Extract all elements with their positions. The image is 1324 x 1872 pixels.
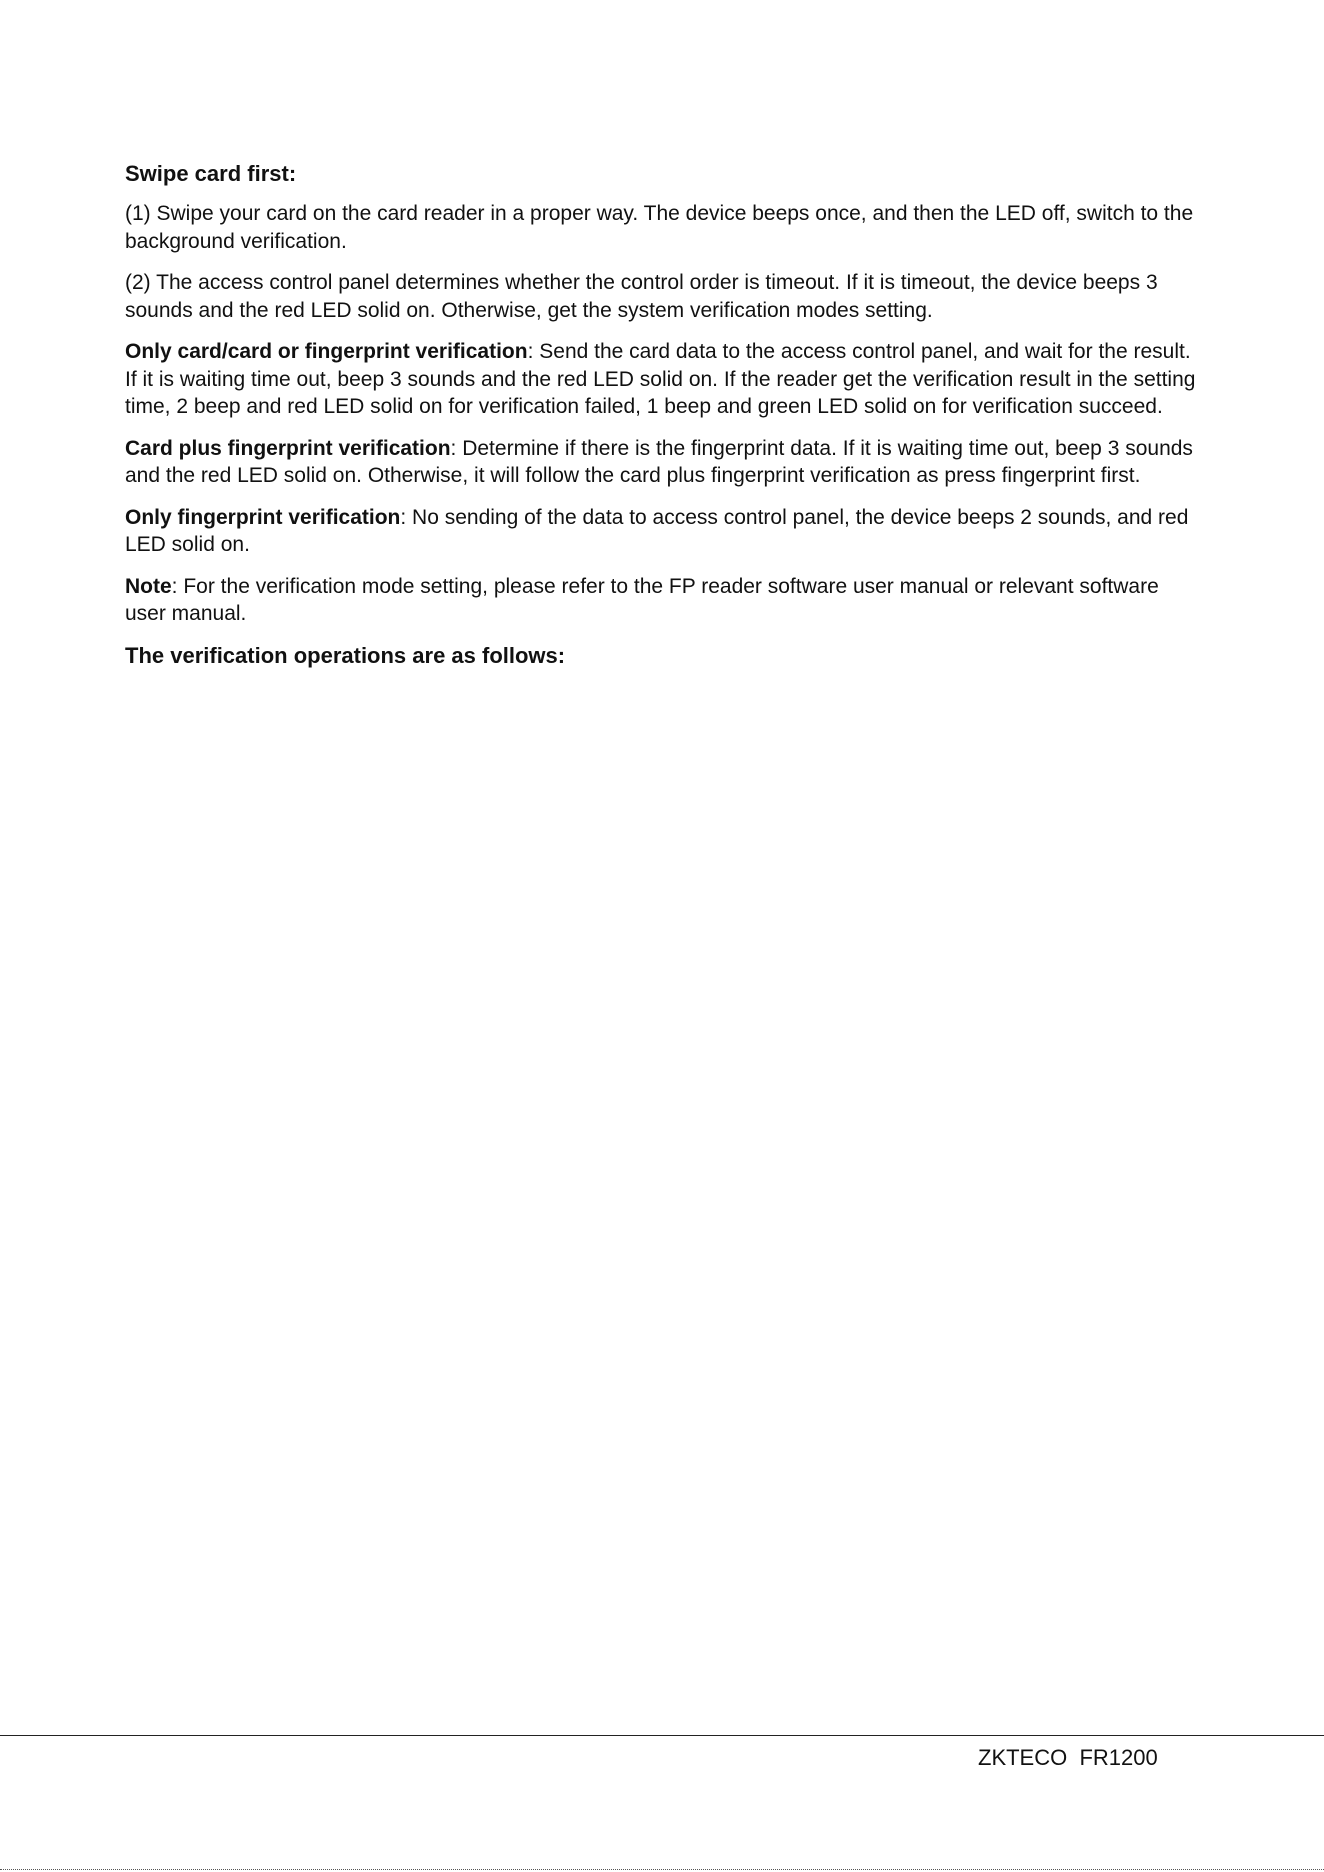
- mode-card-plus-fingerprint-paragraph: [125, 435, 1205, 490]
- footer-divider: [0, 1735, 1324, 1736]
- section-heading: Swipe card first:: [125, 161, 297, 186]
- step-1-paragraph: (1) Swipe your card on the card reader in a proper way. The device beeps once, and then the LED off, switch to the background verification.: [125, 202, 1194, 253]
- mode-only-fingerprint-lead: Only fingerprint verification: [125, 505, 401, 529]
- mode-card-plus-fingerprint-lead: Card plus fingerprint verification: [125, 436, 451, 460]
- step-2-paragraph: (2) The access control panel determines whether the control order is timeout. If it is timeout, the device beeps 3 sounds and the red LED solid on. Otherwise, get the system verification modes setting.: [125, 271, 1158, 322]
- mode-only-card-paragraph: [125, 338, 1205, 421]
- operations-heading: The verification operations are as follows:: [125, 642, 566, 668]
- footer-brand: ZKTECO FR1200: [978, 1745, 1158, 1770]
- note-paragraph: [125, 573, 1205, 628]
- note-lead: Note: [125, 574, 172, 598]
- mode-card-plus-fingerprint-text: : Determine if there is the fingerprint data. If it is waiting time out, beep 3 sounds and the red LED solid on. Otherwise, it will follow the card plus fingerprint verification as press fingerprint first.: [125, 436, 1193, 487]
- mode-only-fingerprint-text: : No sending of the data to access control panel, the device beeps 2 sounds, and red LED solid on.: [125, 505, 1189, 556]
- note-text: : For the verification mode setting, please refer to the FP reader software user manual or relevant software user manual.: [125, 574, 1159, 625]
- mode-only-card-lead: Only card/card or fingerprint verification: [125, 340, 528, 363]
- mode-only-card-text: : Send the card data to the access control panel, and wait for the result. If it is waiting time out, beep 3 sounds and the red LED solid on. If the reader get the verification result in the setting time, 2 beep and red LED solid on for verification failed, 1 beep and green LED solid on for verification succeed.: [125, 340, 1196, 418]
- page-bottom-divider: [0, 1869, 1324, 1870]
- mode-only-fingerprint-paragraph: [125, 504, 1205, 559]
- document-body: [125, 160, 1205, 670]
